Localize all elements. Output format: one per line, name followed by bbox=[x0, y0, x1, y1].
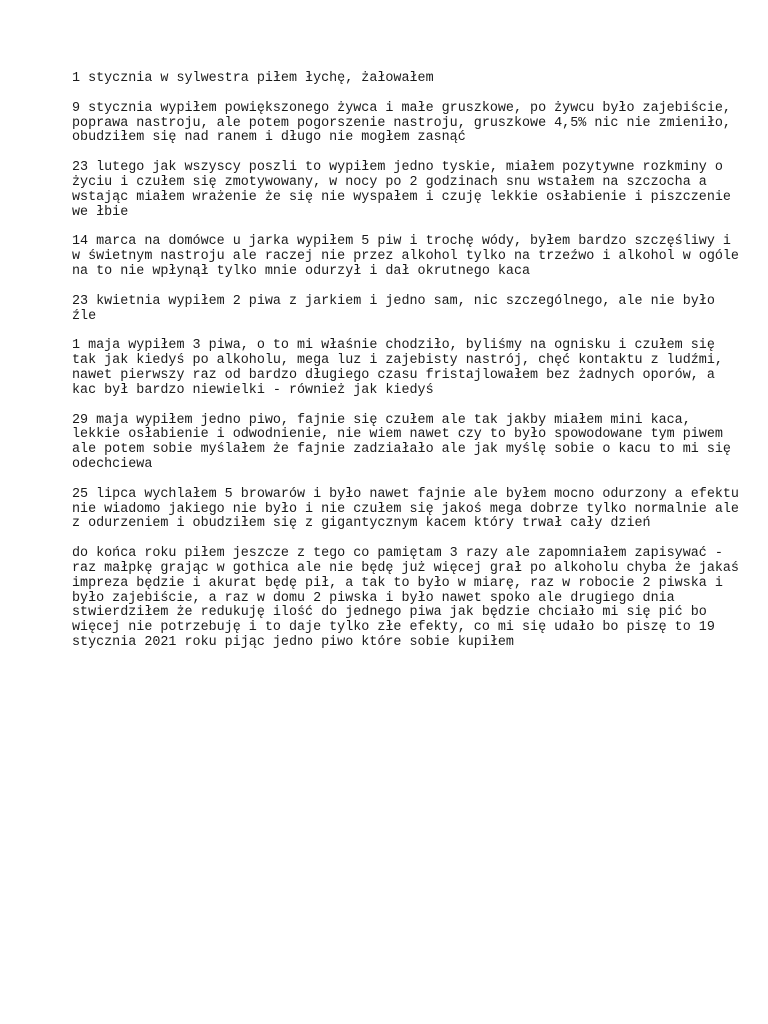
text-line: nie wiadomo jakiego nie było i nie czułem się jakoś mega dobrze tylko normalnie ale bbox=[72, 501, 739, 517]
text-line: stwierdziłem że redukuję ilość do jednego piwa jak będzie chciało mi się pić bo bbox=[72, 605, 707, 621]
text-line: 29 maja wypiłem jedno piwo, fajnie się czułem ale tak jakby miałem mini kaca, bbox=[72, 412, 691, 428]
text-line: raz małpkę grając w gothica ale nie będę już więcej grał po alkoholu chyba że jakaś bbox=[72, 560, 739, 576]
text-line: więcej nie potrzebuję i to daje tylko złe efekty, co mi się udało bo piszę to 19 bbox=[72, 620, 715, 636]
journal-entry bbox=[72, 293, 715, 325]
text-line: było zajebiście, a raz w domu 2 piwska i było nawet spoko ale drugiego dnia bbox=[72, 590, 675, 606]
text-line: tak jak kiedyś po alkoholu, mega luz i zajebisty nastrój, chęć kontaktu z ludźmi, bbox=[72, 353, 723, 369]
journal-entry bbox=[72, 100, 731, 146]
text-line: 23 lutego jak wszyscy poszli to wypiłem jedno tyskie, miałem pozytywne rozkminy o bbox=[72, 160, 723, 176]
text-line: 25 lipca wychlałem 5 browarów i było nawet fajnie ale byłem mocno odurzony a efektu bbox=[72, 486, 739, 502]
text-line: impreza będzie i akurat będę pił, a tak to było w miarę, raz w robocie 2 piwska i bbox=[72, 575, 723, 591]
text-line: w świetnym nastroju ale raczej nie przez alkohol tylko na trzeźwo i alkohol w ogóle bbox=[72, 249, 739, 265]
text-line: lekkie osłabienie i odwodnienie, nie wiem nawet czy to było spowodowane tym piwem bbox=[72, 427, 723, 443]
journal-entry bbox=[72, 412, 731, 473]
journal-entry bbox=[72, 160, 731, 220]
text-line: do końca roku piłem jeszcze z tego co pamiętam 3 razy ale zapomniałem zapisywać - bbox=[72, 546, 723, 562]
text-line: z odurzeniem i obudziłem się z gigantycznym kacem który trwał cały dzień bbox=[72, 516, 651, 532]
text-line: kac był bardzo niewielki - również jak kiedyś bbox=[72, 382, 434, 398]
journal-entry bbox=[72, 72, 712, 87]
text-line: ale potem sobie myślałem że fajnie zadziałało ale jak myślę sobie o kacu to mi się bbox=[72, 442, 731, 458]
text-line: 1 stycznia w sylwestra piłem łychę, żałowałem bbox=[72, 71, 434, 86]
text-line: życiu i czułem się zmotywowany, w nocy po 2 godzinach snu wstałem na szczocha a bbox=[72, 174, 707, 190]
text-line: 1 maja wypiłem 3 piwa, o to mi właśnie chodziło, byliśmy na ognisku i czułem się bbox=[72, 338, 715, 354]
text-line: stycznia 2021 roku pijąc jedno piwo które sobie kupiłem bbox=[72, 634, 514, 650]
text-line: na to nie wpłynął tylko mnie odurzył i dał okrutnego kaca bbox=[72, 263, 531, 279]
document-body bbox=[72, 71, 739, 666]
text-line: obudziłem się nad ranem i długo nie mogłem zasnąć bbox=[72, 130, 466, 146]
journal-entry bbox=[72, 338, 723, 398]
text-line: nawet pierwszy raz od bardzo długiego czasu fristajlowałem bez żadnych oporów, a bbox=[72, 367, 715, 383]
text-line: wstając miałem wrażenie że się nie wyspałem i czuję lekkie osłabienie i piszczenie bbox=[72, 189, 731, 205]
text-line: poprawa nastroju, ale potem pogorszenie nastroju, gruszkowe 4,5% nic nie zmieniło, bbox=[72, 115, 731, 131]
text-line: we łbie bbox=[72, 204, 129, 220]
journal-entry bbox=[72, 486, 739, 532]
journal-entry bbox=[72, 546, 739, 651]
text-line: 9 stycznia wypiłem powiększonego żywca i małe gruszkowe, po żywcu było zajebiście, bbox=[72, 100, 731, 116]
text-line: 23 kwietnia wypiłem 2 piwa z jarkiem i jedno sam, nic szczególnego, ale nie było bbox=[72, 293, 715, 309]
text-line: źle bbox=[72, 308, 97, 324]
text-line: odechciewa bbox=[72, 456, 153, 472]
text-line: 14 marca na domówce u jarka wypiłem 5 piw i trochę wódy, byłem bardzo szczęśliwy i bbox=[72, 234, 731, 250]
journal-entry bbox=[72, 234, 739, 279]
